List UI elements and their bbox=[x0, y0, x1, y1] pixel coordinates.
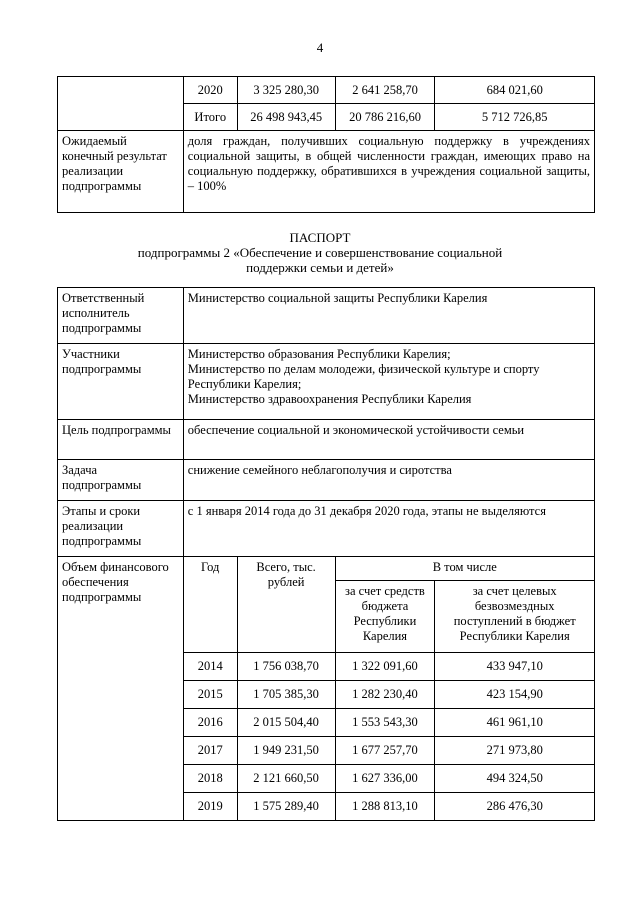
participant-item: Министерство здравоохранения Республики Карелия bbox=[187, 392, 472, 406]
responsible-label: Ответственный исполнитель подпрограммы bbox=[58, 288, 184, 344]
col-total-header: Всего, тыс. рублей bbox=[237, 557, 335, 653]
total-cell: 1 756 038,70 bbox=[237, 653, 335, 681]
total-cell: 26 498 943,45 bbox=[237, 104, 335, 131]
budget-cell: 1 288 813,10 bbox=[335, 793, 435, 821]
total-cell: 1 705 385,30 bbox=[237, 681, 335, 709]
total-cell: 2 121 660,50 bbox=[237, 765, 335, 793]
table-row bbox=[58, 420, 595, 460]
year-cell: 2016 bbox=[183, 709, 237, 737]
grants-cell: 271 973,80 bbox=[435, 737, 595, 765]
goal-value: обеспечение социальной и экономической устойчивости семьи bbox=[183, 420, 594, 460]
total-cell: 1 949 231,50 bbox=[237, 737, 335, 765]
table-row bbox=[58, 77, 595, 104]
stages-label: Этапы и сроки реализации подпрограммы bbox=[58, 501, 184, 557]
participants-label: Участники подпрограммы bbox=[58, 344, 184, 420]
passport-heading bbox=[0, 230, 640, 275]
grants-cell: 433 947,10 bbox=[435, 653, 595, 681]
year-cell: 2019 bbox=[183, 793, 237, 821]
participant-item: Министерство по делам молодежи, физической культуре и спорту Республики Карелия; bbox=[187, 362, 540, 391]
expected-result-label: Ожидаемый конечный результат реализации подпрограммы bbox=[58, 131, 184, 213]
continuation-table bbox=[57, 76, 595, 213]
table-row bbox=[58, 344, 595, 420]
task-label: Задача подпрограммы bbox=[58, 460, 184, 501]
grants-cell: 5 712 726,85 bbox=[435, 104, 595, 131]
total-cell: 1 575 289,40 bbox=[237, 793, 335, 821]
grants-cell: 684 021,60 bbox=[435, 77, 595, 104]
budget-cell: 2 641 258,70 bbox=[335, 77, 435, 104]
total-cell: 2 015 504,40 bbox=[237, 709, 335, 737]
budget-cell: 1 627 336,00 bbox=[335, 765, 435, 793]
table-row bbox=[58, 557, 595, 581]
grants-cell: 461 961,10 bbox=[435, 709, 595, 737]
budget-cell: 1 282 230,40 bbox=[335, 681, 435, 709]
col-year-header: Год bbox=[183, 557, 237, 653]
year-cell: 2014 bbox=[183, 653, 237, 681]
participants-value bbox=[183, 344, 594, 420]
budget-cell: 20 786 216,60 bbox=[335, 104, 435, 131]
budget-cell: 1 677 257,70 bbox=[335, 737, 435, 765]
col-grants-header: за счет целевых безвозмездных поступлений в бюджет Республики Карелия bbox=[435, 581, 595, 653]
expected-result-text: доля граждан, получивших социальную поддержку в учреждениях социальной защиты, в общей численности граждан, имеющих право на социальную поддержку, обратившихся в учреждения социальной защиты, – 100% bbox=[183, 131, 594, 213]
stages-value: с 1 января 2014 года до 31 декабря 2020 года, этапы не выделяются bbox=[183, 501, 594, 557]
total-cell: 3 325 280,30 bbox=[237, 77, 335, 104]
grants-cell: 286 476,30 bbox=[435, 793, 595, 821]
passport-title: ПАСПОРТ bbox=[289, 230, 351, 245]
table-row bbox=[58, 460, 595, 501]
col-budget-header: за счет средств бюджета Республики Карелия bbox=[335, 581, 435, 653]
task-value: снижение семейного неблагополучия и сиротства bbox=[183, 460, 594, 501]
col-including-header: В том числе bbox=[335, 557, 594, 581]
table-row bbox=[58, 131, 595, 213]
budget-cell: 1 553 543,30 bbox=[335, 709, 435, 737]
passport-table bbox=[57, 287, 595, 821]
year-cell: 2018 bbox=[183, 765, 237, 793]
table-row bbox=[58, 288, 595, 344]
grants-cell: 423 154,90 bbox=[435, 681, 595, 709]
table-row bbox=[58, 501, 595, 557]
year-cell: 2015 bbox=[183, 681, 237, 709]
page-number: 4 bbox=[316, 40, 324, 55]
budget-cell: 1 322 091,60 bbox=[335, 653, 435, 681]
grants-cell: 494 324,50 bbox=[435, 765, 595, 793]
participant-item: Министерство образования Республики Карелия; bbox=[187, 347, 451, 361]
year-cell: 2020 bbox=[183, 77, 237, 104]
passport-subtitle-line2: поддержки семьи и детей» bbox=[246, 260, 394, 275]
year-cell: Итого bbox=[183, 104, 237, 131]
responsible-value: Министерство социальной защиты Республики Карелия bbox=[183, 288, 594, 344]
finance-label: Объем финансового обеспечения подпрограммы bbox=[58, 557, 184, 821]
goal-label: Цель подпрограммы bbox=[58, 420, 184, 460]
passport-subtitle-line1: подпрограммы 2 «Обеспечение и совершенствование социальной bbox=[137, 245, 503, 260]
year-cell: 2017 bbox=[183, 737, 237, 765]
